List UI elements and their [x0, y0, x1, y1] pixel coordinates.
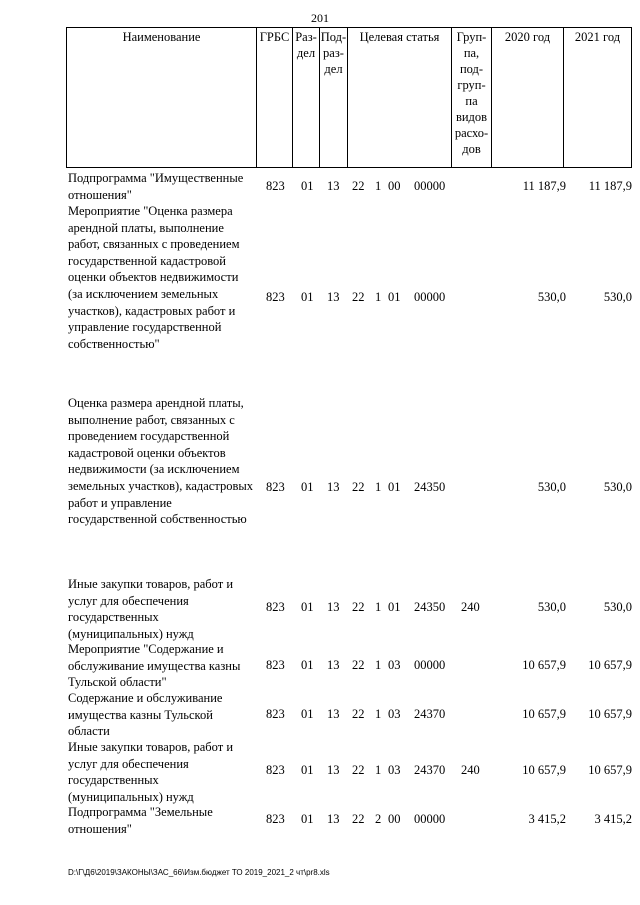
- row-target-4: 00000: [414, 812, 446, 826]
- file-path-footer: D:\Г\Д6\2019\ЗАКОНЫ\ЗАС_66\Изм.бюджет ТО 2019_2021_2 чт\pr8.xls: [68, 868, 330, 877]
- row-target-4: 00000: [414, 658, 446, 672]
- row-group: 240: [461, 763, 480, 777]
- header-name: Наименование: [67, 28, 257, 167]
- row-target-2: 1: [375, 658, 382, 672]
- budget-table: [66, 27, 632, 836]
- row-target-3: 01: [388, 600, 401, 614]
- row-target-4: 24350: [414, 600, 446, 614]
- row-podrazdel: 13: [327, 290, 340, 304]
- row-name: Иные закупки товаров, работ и услуг для обеспечения государственных (муниципальных) нужд: [68, 577, 234, 641]
- page-number: 201: [311, 11, 329, 25]
- row-podrazdel: 13: [327, 812, 340, 826]
- row-2020: 10 657,9: [522, 707, 566, 721]
- row-target-4: 00000: [414, 290, 446, 304]
- row-2021: 530,0: [603, 290, 632, 304]
- row-target-3: 00: [388, 812, 401, 826]
- row-target-1: 22: [352, 763, 365, 777]
- row-target-1: 22: [352, 600, 365, 614]
- row-grbs: 823: [266, 658, 285, 672]
- row-2021: 11 187,9: [588, 179, 632, 193]
- header-2021: 2021 год: [574, 30, 621, 44]
- row-target-1: 22: [352, 480, 365, 494]
- row-target-4: 24370: [414, 763, 446, 777]
- row-target-2: 1: [375, 290, 382, 304]
- row-target-4: 24370: [414, 707, 446, 721]
- row-grbs: 823: [266, 600, 285, 614]
- row-2021: 530,0: [603, 600, 632, 614]
- row-name: Подпрограмма "Имущественные отношения": [68, 171, 244, 202]
- row-target-2: 1: [375, 480, 382, 494]
- table-header: [66, 27, 632, 168]
- row-podrazdel: 13: [327, 179, 340, 193]
- row-2021: 10 657,9: [588, 658, 632, 672]
- row-2021: 3 415,2: [594, 812, 632, 826]
- header-razdel: Раз- дел: [293, 28, 320, 167]
- row-target-2: 1: [375, 707, 382, 721]
- row-name: Мероприятие "Содержание и обслуживание имущества казны Тульской области": [68, 642, 241, 690]
- row-razdel: 01: [301, 658, 314, 672]
- row-grbs: 823: [266, 812, 285, 826]
- row-target-1: 22: [352, 812, 365, 826]
- row-podrazdel: 13: [327, 600, 340, 614]
- row-podrazdel: 13: [327, 707, 340, 721]
- row-razdel: 01: [301, 600, 314, 614]
- row-2020: 11 187,9: [522, 179, 566, 193]
- row-target-3: 01: [388, 290, 401, 304]
- header-podrazdel: Под- раз- дел: [320, 28, 348, 167]
- row-target-3: 00: [388, 179, 401, 193]
- row-2021: 10 657,9: [588, 707, 632, 721]
- row-2021: 530,0: [603, 480, 632, 494]
- row-name: Содержание и обслуживание имущества казны Тульской области: [68, 691, 223, 739]
- row-target-2: 2: [375, 812, 382, 826]
- header-grbs: ГРБС: [257, 28, 293, 167]
- row-razdel: 01: [301, 763, 314, 777]
- row-podrazdel: 13: [327, 480, 340, 494]
- header-target: Целевая статья: [348, 28, 452, 167]
- row-name: Оценка размера арендной платы, выполнение работ, связанных с проведением государственной кадастровой оценки объектов недвижимости (за исключением земельных участков), кадастровых работ и управление государственной собственностью: [68, 396, 253, 527]
- row-2020: 3 415,2: [528, 812, 566, 826]
- row-razdel: 01: [301, 707, 314, 721]
- row-grbs: 823: [266, 179, 285, 193]
- row-target-2: 1: [375, 763, 382, 777]
- row-razdel: 01: [301, 179, 314, 193]
- row-grbs: 823: [266, 707, 285, 721]
- row-2020: 530,0: [537, 480, 566, 494]
- row-grbs: 823: [266, 480, 285, 494]
- row-target-1: 22: [352, 658, 365, 672]
- header-group: Груп- па, под- груп- па видов расхо- дов: [452, 28, 492, 167]
- row-razdel: 01: [301, 812, 314, 826]
- row-2020: 530,0: [537, 600, 566, 614]
- row-target-3: 01: [388, 480, 401, 494]
- row-target-2: 1: [375, 600, 382, 614]
- row-name: Иные закупки товаров, работ и услуг для обеспечения государственных (муниципальных) нужд: [68, 740, 234, 804]
- row-target-1: 22: [352, 290, 365, 304]
- header-2020: 2020 год: [492, 28, 564, 167]
- row-2020: 530,0: [537, 290, 566, 304]
- row-grbs: 823: [266, 290, 285, 304]
- row-target-3: 03: [388, 763, 401, 777]
- row-razdel: 01: [301, 480, 314, 494]
- row-2021: 10 657,9: [588, 763, 632, 777]
- row-2020: 10 657,9: [522, 763, 566, 777]
- row-podrazdel: 13: [327, 658, 340, 672]
- row-target-4: 24350: [414, 480, 446, 494]
- row-name: Мероприятие "Оценка размера арендной платы, выполнение работ, связанных с проведением государственной кадастровой оценки объектов недвижимости (за исключением земельных участков), кадастровых работ и управление государственной собственностью": [68, 204, 240, 351]
- row-2020: 10 657,9: [522, 658, 566, 672]
- row-razdel: 01: [301, 290, 314, 304]
- row-target-3: 03: [388, 707, 401, 721]
- row-podrazdel: 13: [327, 763, 340, 777]
- row-target-3: 03: [388, 658, 401, 672]
- row-grbs: 823: [266, 763, 285, 777]
- row-target-1: 22: [352, 707, 365, 721]
- row-target-4: 00000: [414, 179, 446, 193]
- row-name: Подпрограмма "Земельные отношения": [68, 805, 213, 836]
- row-group: 240: [461, 600, 480, 614]
- row-target-2: 1: [375, 179, 382, 193]
- row-target-1: 22: [352, 179, 365, 193]
